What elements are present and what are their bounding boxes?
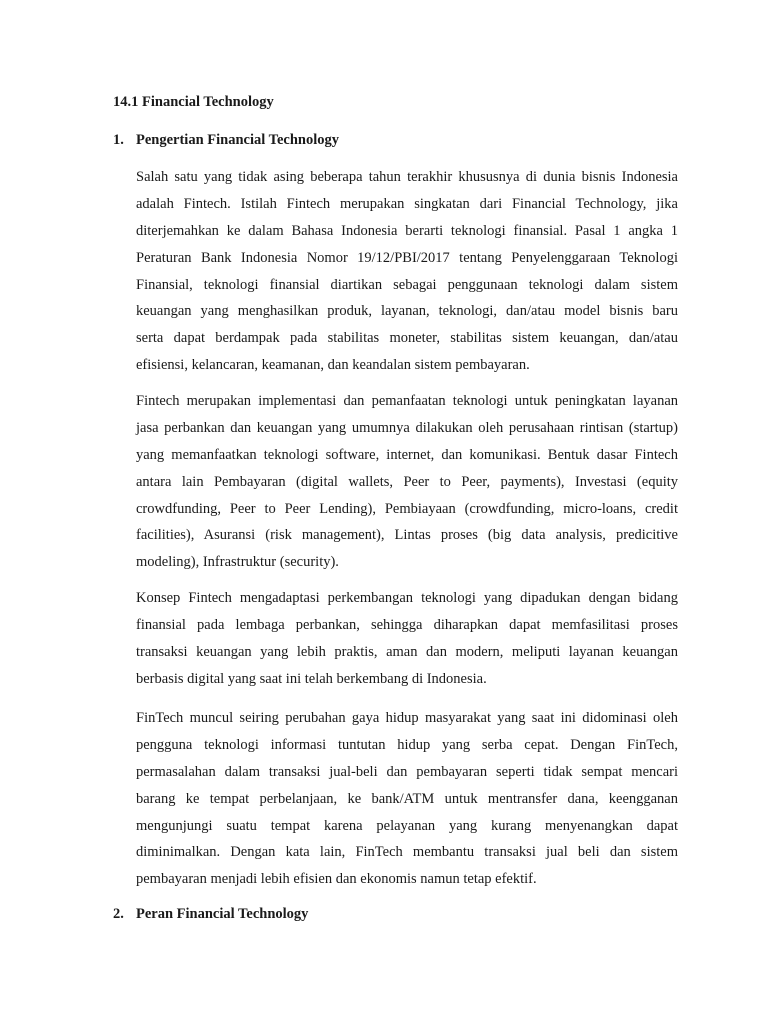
section-title: Peran Financial Technology [136, 906, 309, 922]
paragraph-line: Konsep Fintech mengadaptasi perkembangan teknologi yang dipadukan dengan bidang [136, 590, 678, 606]
section-title: Pengertian Financial Technology [136, 132, 340, 148]
paragraph-line: modeling), Infrastruktur (security). [136, 554, 339, 571]
paragraph-line: Peraturan Bank Indonesia Nomor 19/12/PBI/2017 tentang Penyelenggaraan Teknologi [136, 249, 678, 266]
paragraph-3 [136, 585, 678, 693]
paragraph-line: Fintech merupakan implementasi dan pemanfaatan teknologi untuk peningkatan layanan [136, 393, 678, 409]
document-title: 14.1 Financial Technology [113, 94, 274, 110]
paragraph-line: pembayaran menjadi lebih efisien dan ekonomis namun tetap efektif. [136, 871, 537, 888]
paragraph-line: Salah satu yang tidak asing beberapa tahun terakhir khususnya di dunia bisnis Indonesia [136, 169, 678, 185]
section-number: 2. [113, 906, 124, 922]
paragraph-4 [136, 705, 678, 893]
paragraph-line: mengunjungi suatu tempat karena pelayanan yang kurang menyenangkan dapat [136, 817, 678, 834]
section-heading-2 [113, 905, 308, 923]
paragraph-line: serta dapat berdampak pada stabilitas moneter, stabilitas sistem keuangan, dan/atau [136, 330, 678, 347]
section-heading-1 [113, 131, 339, 149]
paragraph-line: jasa perbankan dan keuangan yang umumnya dilakukan oleh perusahaan rintisan (startup) [136, 419, 678, 436]
paragraph-line: efisiensi, kelancaran, keamanan, dan keandalan sistem pembayaran. [136, 357, 530, 374]
paragraph-line: facilities), Asuransi (risk management), Lintas proses (big data analysis, predicitive [136, 527, 678, 544]
paragraph-line: permasalahan dalam transaksi jual-beli dan pembayaran seperti tidak sempat mencari [136, 763, 678, 780]
paragraph-line: diminimalkan. Dengan kata lain, FinTech membantu transaksi jual beli dan sistem [136, 844, 678, 861]
paragraph-line: antara lain Pembayaran (digital wallets, Peer to Peer, payments), Investasi (equity [136, 473, 678, 490]
paragraph-line: pengguna teknologi informasi tuntutan hidup yang serba cepat. Dengan FinTech, [136, 736, 678, 753]
paragraph-line: yang memanfaatkan teknologi software, internet, dan komunikasi. Bentuk dasar Fintech [136, 446, 678, 463]
paragraph-line: transaksi keuangan yang lebih praktis, aman dan modern, meliputi layanan keuangan [136, 643, 678, 660]
paragraph-line: FinTech muncul seiring perubahan gaya hidup masyarakat yang saat ini didominasi oleh [136, 710, 678, 726]
paragraph-line: barang ke tempat perbelanjaan, ke bank/ATM untuk mentransfer dana, keengganan [136, 790, 678, 807]
paragraph-line: diterjemahkan ke dalam Bahasa Indonesia berarti teknologi finansial. Pasal 1 angka 1 [136, 222, 678, 239]
paragraph-1 [136, 164, 678, 379]
paragraph-2 [136, 388, 678, 576]
paragraph-line: Finansial, teknologi finansial diartikan sebagai penggunaan teknologi dalam sistem [136, 276, 678, 293]
section-number: 1. [113, 132, 124, 148]
paragraph-line: berbasis digital yang saat ini telah berkembang di Indonesia. [136, 670, 487, 687]
paragraph-line: adalah Fintech. Istilah Fintech merupakan singkatan dari Financial Technology, jika [136, 195, 678, 212]
paragraph-line: crowdfunding, Peer to Peer Lending), Pembiayaan (crowdfunding, micro-loans, credit [136, 500, 678, 517]
paragraph-line: keuangan yang menghasilkan produk, layanan, teknologi, dan/atau model bisnis baru [136, 303, 678, 320]
paragraph-line: finansial pada lembaga perbankan, sehingga diharapkan dapat memfasilitasi proses [136, 616, 678, 633]
